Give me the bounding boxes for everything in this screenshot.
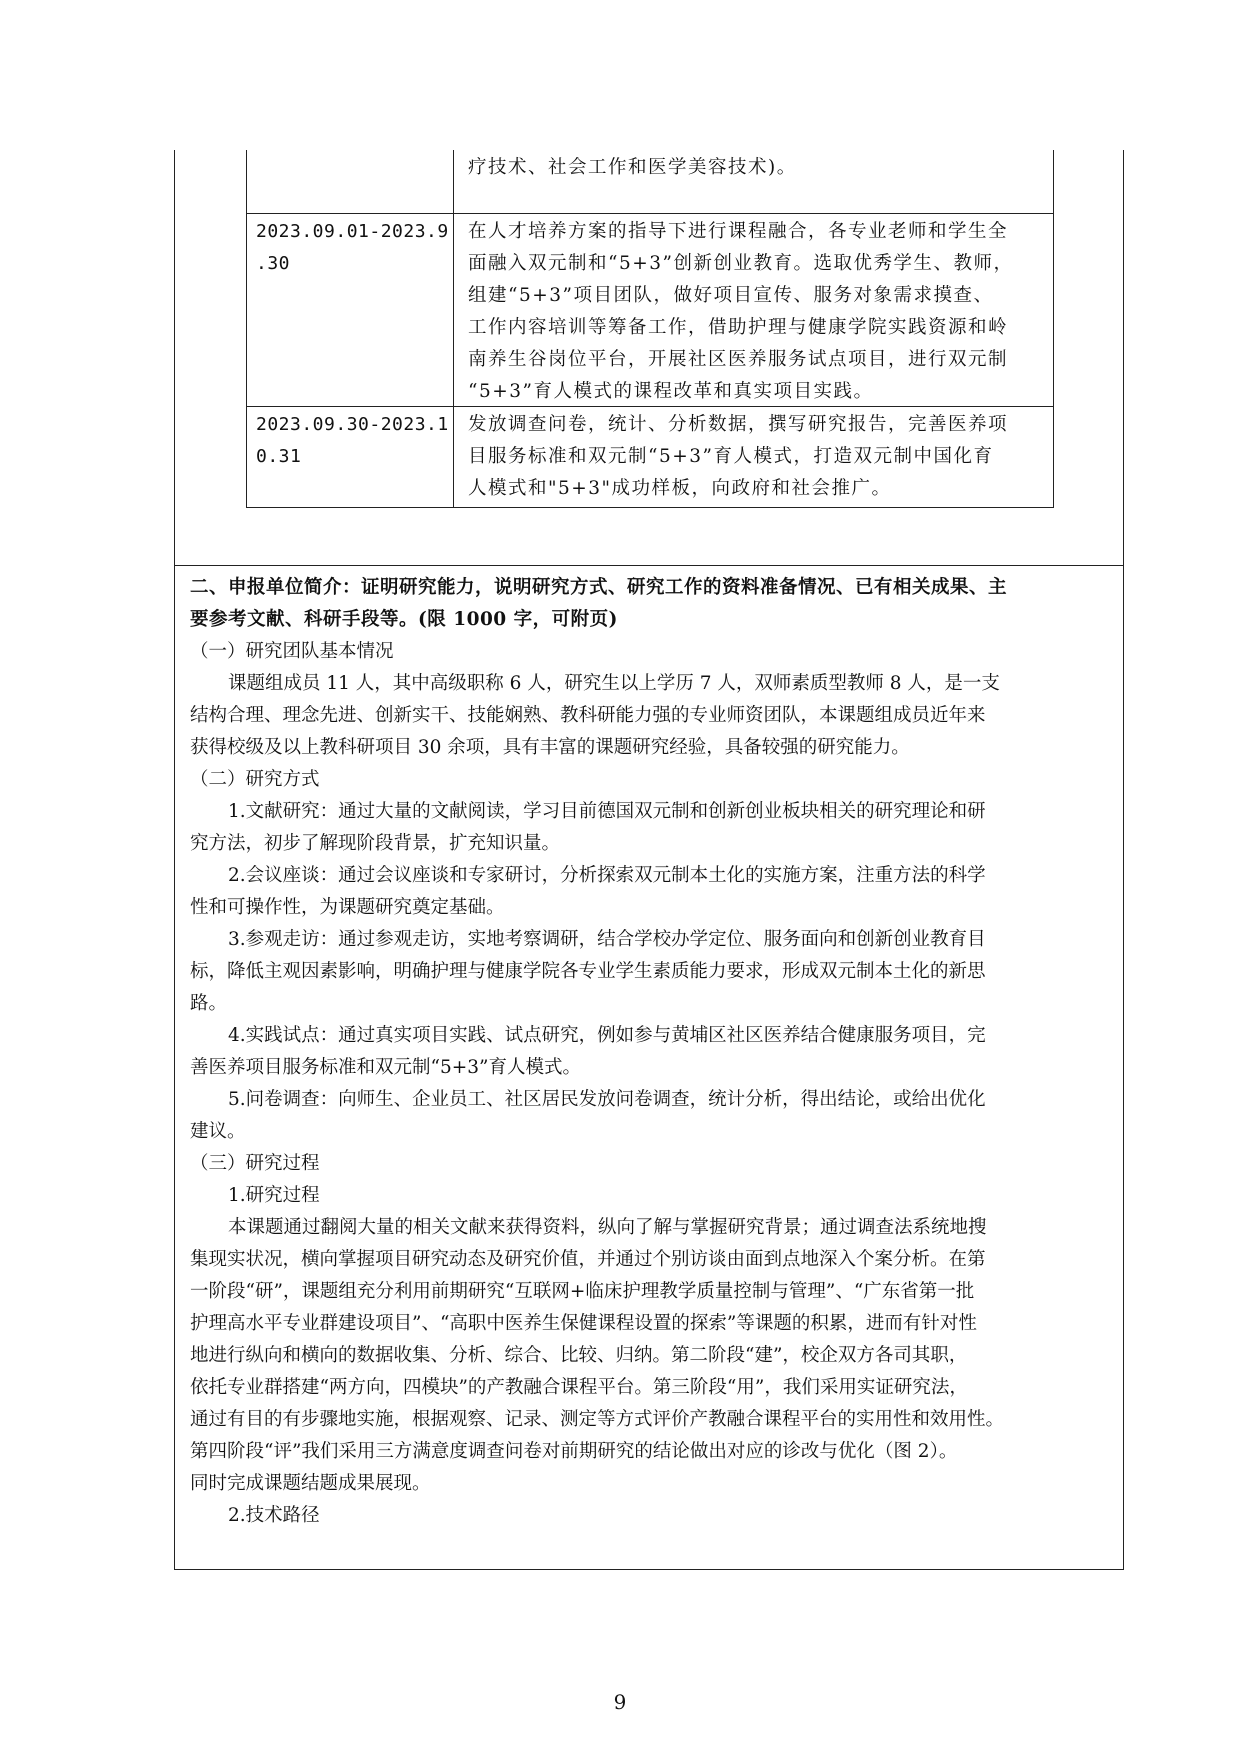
schedule-row-2-date xyxy=(256,409,449,473)
section-divider xyxy=(174,565,1124,566)
date-line: .30 xyxy=(256,253,291,274)
desc-line: 在人才培养方案的指导下进行课程融合，各专业老师和学生全 xyxy=(468,221,1009,242)
team-paragraph xyxy=(190,668,1110,764)
para-line: 路。 xyxy=(190,993,228,1014)
subsection-title: （三）研究过程 xyxy=(190,1153,320,1174)
para-line: 同时完成课题结题成果展现。 xyxy=(190,1473,431,1494)
method-3 xyxy=(190,924,1110,1020)
subsection-item-title: 1.研究过程 xyxy=(228,1185,320,1206)
para-line: 第四阶段“评”我们采用三方满意度调查问卷对前期研究的结论做出对应的诊改与优化（图 2）。 xyxy=(190,1441,958,1462)
para-line: 护理高水平专业群建设项目”、“高职中医养生保健课程设置的探索”等课题的积累，进而有针对性 xyxy=(190,1313,977,1334)
schedule-row-prev-desc xyxy=(468,152,797,184)
para-line: 5.问卷调查：向师生、企业员工、社区居民发放问卷调查，统计分析，得出结论，或给出优化 xyxy=(228,1089,986,1110)
method-4 xyxy=(190,1020,1110,1084)
date-line: 2023.09.30-2023.1 xyxy=(256,414,449,435)
desc-line: 工作内容培训等筹备工作，借助护理与健康学院实践资源和岭 xyxy=(468,317,1009,338)
para-line: 建议。 xyxy=(190,1121,246,1142)
schedule-row-2-desc xyxy=(468,409,1008,505)
para-line: 3.参观走访：通过参观走访，实地考察调研，结合学校办学定位、服务面向和创新创业教育目 xyxy=(228,929,986,950)
section-2-heading xyxy=(190,572,1110,636)
para-line: 性和可操作性，为课题研究奠定基础。 xyxy=(190,897,505,918)
subsection-item-title: 2.技术路径 xyxy=(228,1505,320,1526)
para-line: 本课题通过翻阅大量的相关文献来获得资料，纵向了解与掌握研究背景；通过调查法系统地搜 xyxy=(228,1217,987,1238)
subsection-title: （一）研究团队基本情况 xyxy=(190,641,394,662)
para-line: 通过有目的有步骤地实施，根据观察、记录、测定等方式评价产教融合课程平台的实用性和效用性。 xyxy=(190,1409,1005,1430)
method-5 xyxy=(190,1084,1110,1148)
process-paragraph xyxy=(190,1212,1110,1500)
page-number: 9 xyxy=(613,1690,627,1714)
schedule-row-divider xyxy=(246,213,1054,214)
date-line: 2023.09.01-2023.9 xyxy=(256,221,449,242)
subsection-title: （二）研究方式 xyxy=(190,769,320,790)
desc-line: 组建“5+3”项目团队，做好项目宣传、服务对象需求摸查、 xyxy=(468,285,994,306)
para-line: 结构合理、理念先进、创新实干、技能娴熟、教科研能力强的专业师资团队，本课题组成员近年来 xyxy=(190,705,986,726)
method-2 xyxy=(190,860,1110,924)
para-line: 善医养项目服务标准和双元制“5+3”育人模式。 xyxy=(190,1057,581,1078)
desc-line: 南养生谷岗位平台，开展社区医养服务试点项目，进行双元制 xyxy=(468,349,1009,370)
para-line: 一阶段“研”，课题组充分利用前期研究“互联网+临床护理教学质量控制与管理”、“广东省第一批 xyxy=(190,1281,975,1302)
para-line: 究方法，初步了解现阶段背景，扩充知识量。 xyxy=(190,833,561,854)
para-line: 2.会议座谈：通过会议座谈和专家研讨，分析探索双元制本土化的实施方案，注重方法的科学 xyxy=(228,865,986,886)
desc-line: 人模式和"5+3"成功样板，向政府和社会推广。 xyxy=(468,478,892,499)
para-line: 集现实状况，横向掌握项目研究动态及研究价值，并通过个别访谈由面到点地深入个案分析。在第 xyxy=(190,1249,986,1270)
date-line: 0.31 xyxy=(256,446,302,467)
method-1 xyxy=(190,796,1110,860)
schedule-row-1-date xyxy=(256,216,449,280)
para-line: 标，降低主观因素影响，明确护理与健康学院各专业学生素质能力要求，形成双元制本土化的新思 xyxy=(190,961,986,982)
para-line: 1.文献研究：通过大量的文献阅读，学习目前德国双元制和创新创业板块相关的研究理论和研 xyxy=(228,801,986,822)
para-line: 课题组成员 11 人，其中高级职称 6 人，研究生以上学历 7 人，双师素质型教师 8 人，是一支 xyxy=(228,673,1000,694)
para-line: 获得校级及以上教科研项目 30 余项，具有丰富的课题研究经验，具备较强的研究能力。 xyxy=(190,737,910,758)
desc-line: 疗技术、社会工作和医学美容技术)。 xyxy=(468,157,797,178)
para-line: 依托专业群搭建“两方向，四模块”的产教融合课程平台。第三阶段“用”，我们采用实证研究法， xyxy=(190,1377,968,1398)
desc-line: 面融入双元制和“5+3”创新创业教育。选取优秀学生、教师， xyxy=(468,253,1014,274)
desc-line: 目服务标准和双元制“5+3”育人模式，打造双元制中国化育 xyxy=(468,446,994,467)
para-line: 地进行纵向和横向的数据收集、分析、综合、比较、归纳。第二阶段“建”，校企双方各司其职， xyxy=(190,1345,968,1366)
desc-line: 发放调查问卷，统计、分析数据，撰写研究报告，完善医养项 xyxy=(468,414,1009,435)
para-line: 4.实践试点：通过真实项目实践、试点研究，例如参与黄埔区社区医养结合健康服务项目，完 xyxy=(228,1025,986,1046)
section-2 xyxy=(190,572,1110,1532)
heading-line: 二、申报单位简介：证明研究能力，说明研究方式、研究工作的资料准备情况、已有相关成果、主 xyxy=(190,577,1008,598)
schedule-row-1-desc xyxy=(468,216,1013,408)
desc-line: “5+3”育人模式的课程改革和真实项目实践。 xyxy=(468,381,874,402)
schedule-column-divider xyxy=(453,150,454,508)
heading-line: 要参考文献、科研手段等。(限 1000 字，可附页) xyxy=(190,609,618,630)
